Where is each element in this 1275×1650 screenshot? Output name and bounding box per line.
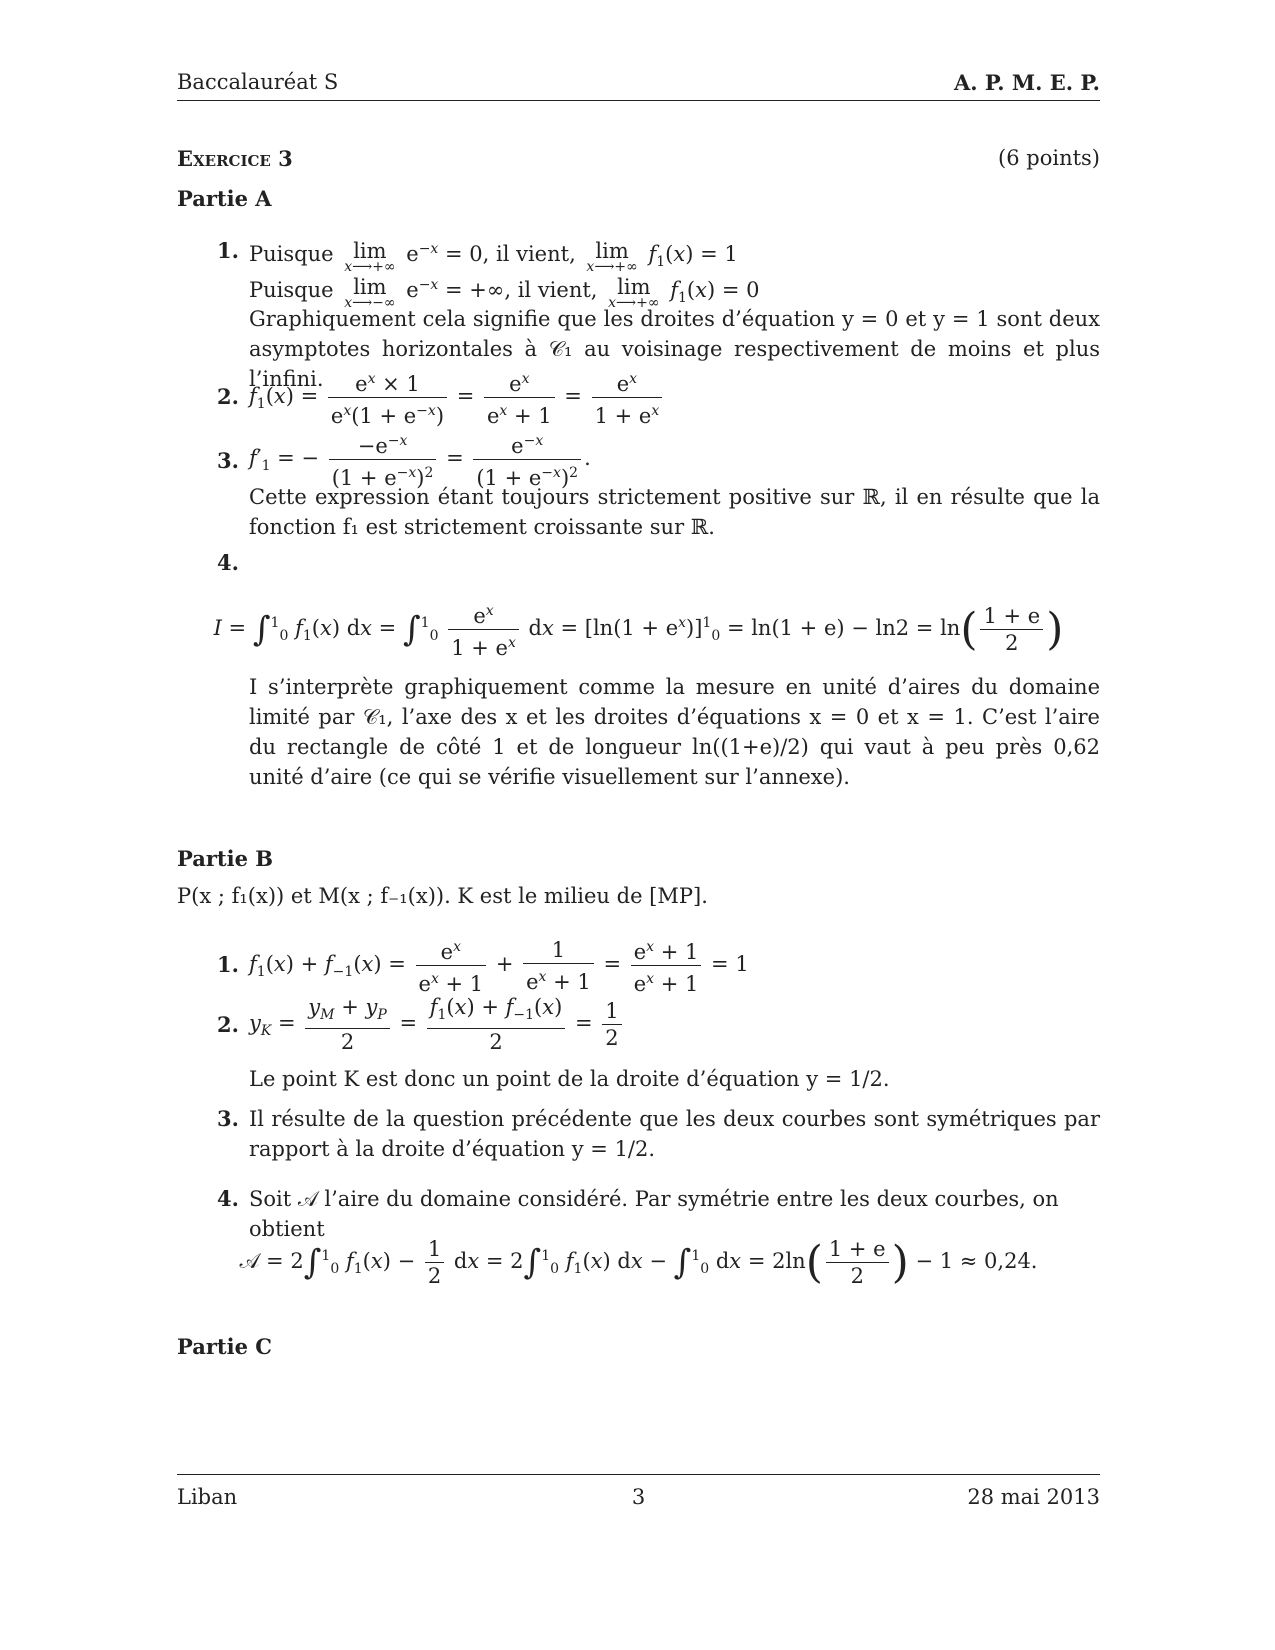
header-left: Baccalauréat S <box>177 70 339 94</box>
page <box>177 0 1100 1650</box>
b3-text: Il résulte de la question précédente que les deux courbes sont symétriques par rapport à la droite d’équation y = 1/2. <box>249 1107 1100 1161</box>
b4-number: 4. <box>217 1186 239 1211</box>
a1-line1: Puisque lim x⟶+∞ $e^{-x} = 0$, il vient, lim x⟶+∞ $f_1(x) = 1$ <box>249 239 738 275</box>
b4-text: Soit 𝒜 l’aire du domaine considéré. Par symétrie entre les deux courbes, on obtient <box>249 1187 1059 1241</box>
exercise-points: (6 points) <box>998 146 1100 170</box>
header-right: A. P. M. E. P. <box>954 70 1100 95</box>
a1-interpretation: Graphiquement cela signifie que les droites d’équation y = 0 et y = 1 sont deux asymptotes horizontales à 𝒞₁ au voisinage respectivement de moins et plus l’infini. <box>249 307 1100 391</box>
page-number: 3 <box>631 1485 646 1509</box>
b2-number: 2. <box>217 1012 239 1037</box>
b4-area-formula: 𝒜 = 2∫$^1_0$ $f_1(x)$ − $\frac{1}{2}$ dx = 2∫$^1_0$ $f_1(x)$ dx − ∫$^1_0$ dx = 2ln( $\frac{1 + e}{2}$ ) − 1 ≈ 0,24. <box>239 1237 1038 1288</box>
part-b-title: Partie B <box>177 846 273 871</box>
b3-number: 3. <box>217 1106 239 1131</box>
b2-formula: $y_K$ = $\frac{y_M + y_P}{2}$ = $\frac{f_1(x) + f_{-1}(x)}{2}$ = $\frac{1}{2}$ <box>249 994 1100 1055</box>
a1-line2: Puisque lim x⟶−∞ $e^{-x}$ = +∞, il vient, lim x⟶+∞ $f_1(x) = 0$ <box>249 275 760 311</box>
part-b-intro: P(x ; f₁(x)) et M(x ; f₋₁(x)). K est le milieu de [MP]. <box>177 884 708 908</box>
a4-integral: I = ∫$^1_0$ $f_1(x)$ dx = ∫$^1_0$ $\frac{e^x}{1 + e^x}$ dx = $[\ln(1 + e^x)]^1_0 = \ln(1 + e) - \ln 2 = \ln$( $\frac{1 + e}{2}$ ) <box>177 598 1100 661</box>
a4-number: 4. <box>217 550 239 575</box>
footer-date: 28 mai 2013 <box>967 1485 1100 1509</box>
b2-text: Le point K est donc un point de la droite d’équation y = 1/2. <box>249 1067 890 1091</box>
a3-formula: $f'_1$ = − $\frac{-e^{-x}}{(1 + e^{-x})^2}$ = $\frac{e^{-x}}{(1 + e^{-x})^2}$ . <box>249 428 1100 491</box>
a2-number: 2. <box>217 384 239 409</box>
a2-formula: $f_1(x)$ = $\frac{e^x \times 1}{e^x(1 + e^{-x})}$ = $\frac{e^x}{e^x + 1}$ = $\frac{e^x}{1 + e^x}$ <box>249 366 1100 429</box>
exercise-title: Exercice 3 <box>177 146 293 171</box>
b1-formula: $f_1(x) + f_{-1}(x)$ = $\frac{e^x}{e^x + 1}$ + $\frac{1}{e^x + 1}$ = $\frac{e^x + 1}{e^x + 1}$ = 1 <box>249 934 1100 997</box>
page-footer <box>177 1474 1100 1515</box>
exercise-heading <box>177 146 1100 171</box>
a3-text: Cette expression étant toujours strictement positive sur ℝ, il en résulte que la fonction f₁ est strictement croissante sur ℝ. <box>249 485 1100 539</box>
part-a-title: Partie A <box>177 186 272 211</box>
b1-number: 1. <box>217 952 239 977</box>
page-header <box>177 70 1100 101</box>
footer-left: Liban <box>177 1485 238 1509</box>
a3-number: 3. <box>217 448 239 473</box>
part-c-title: Partie C <box>177 1334 272 1359</box>
a1-number: 1. <box>217 238 239 263</box>
a4-interpretation: I s’interprète graphiquement comme la mesure en unité d’aires du domaine limité par 𝒞₁, l’axe des x et les droites d’équations x = 0 et x = 1. C’est l’aire du rectangle de côté 1 et de longueur ln((1+e)/2) qui vaut à peu près 0,62 unité d’aire (ce qui se vérifie visuellement sur l’annexe). <box>249 675 1100 789</box>
